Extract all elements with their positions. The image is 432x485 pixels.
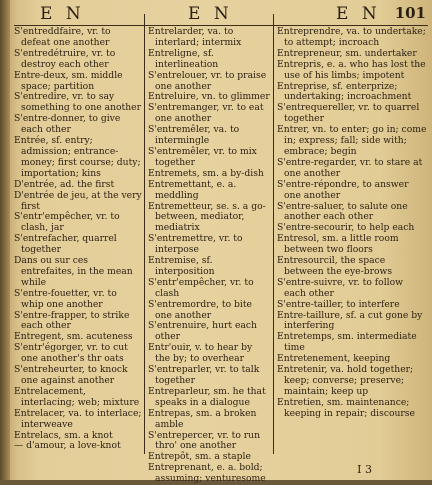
- dictionary-entry: Entretemps, sm. intermediate time: [277, 331, 417, 354]
- column-rule-2: [273, 14, 274, 454]
- dictionary-entry: S'entreheurter, to knock one against another: [14, 364, 128, 386]
- dictionary-entry: Entreprendre, va. to undertake; to attempt; incroach: [277, 26, 426, 48]
- dictionary-entry: Entretenir, va. hold together; keep; converse; preserve; maintain; keep up: [277, 364, 414, 397]
- dictionary-entry: S'entr'empêcher, vr. to clash: [148, 276, 254, 299]
- dictionary-entry: S'entre-fouetter, vr. to whip one another: [14, 287, 117, 310]
- header-left: E N: [40, 4, 85, 24]
- page-header: [0, 4, 432, 26]
- dictionary-entry: S'entreparler, vr. to talk together: [148, 364, 260, 386]
- column-2: [148, 26, 270, 485]
- dictionary-entry: Entrelacer, va. to interlace; interweave: [14, 407, 142, 430]
- dictionary-entry: Entremetteur, se. s. a go-between, mediator, mediatrix: [148, 200, 266, 234]
- dictionary-entry: S'entre-suivre, vr. to follow each other: [277, 276, 403, 299]
- dictionary-entry: Entrer, vn. to enter; go in; come in; express; fall; side with; embrace; begin: [277, 124, 427, 157]
- dictionary-entry: S'entremettre, vr. to interpose: [148, 233, 243, 256]
- dictionary-entry: Entreligne, sf. interlineation: [148, 47, 219, 70]
- header-right: E N: [336, 4, 381, 24]
- book-gutter: [0, 0, 10, 480]
- dictionary-entry: S'entrefacher, quarrel together: [14, 233, 117, 256]
- dictionary-entry: S'entrepercer, vr. to run thro' one another: [148, 429, 260, 452]
- dictionary-entry: S'entrequereller, vr. to quarrel together: [277, 102, 420, 125]
- dictionary-entry: Entrelarder, va. to interlard; intermix: [148, 26, 242, 48]
- dictionary-entry: Entremets, sm. a by-dish: [148, 167, 264, 179]
- dictionary-entry: S'entrelouer, vr. to praise one another: [148, 69, 267, 92]
- dictionary-entry: Entregent, sm. acuteness: [14, 331, 133, 343]
- dictionary-entry: Entresol, sm. a little room between two floors: [277, 233, 399, 256]
- dictionary-entry: Entreluire, vn. to glimmer: [148, 91, 270, 103]
- dictionary-entry: Entretien, sm. maintenance; keeping in repair; discourse: [277, 396, 415, 419]
- header-middle: E N: [188, 4, 233, 24]
- signature-mark: I 3: [357, 463, 372, 476]
- page-number: 101: [394, 4, 426, 22]
- dictionary-entry: Entrelacement, interlacing; web; mixture: [14, 385, 140, 408]
- column-1: [14, 27, 142, 477]
- dictionary-entry: Entremettant, e. a. meddling: [148, 178, 237, 201]
- dictionary-entry: S'entremordre, to bite one another: [148, 298, 252, 321]
- dictionary-entry: S'entr'égorger, vr. to cut one another's thr oats: [14, 342, 128, 365]
- dictionary-entry: Entreprenant, e. a. bold; assuming; venturesome: [148, 462, 266, 485]
- dictionary-entry: Entrepas, sm. a broken amble: [148, 407, 257, 430]
- dictionary-entry: Entre-taillure, sf. a cut gone by interfering: [277, 309, 423, 332]
- dictionary-entry: S'entre-répondre, to answer one another: [277, 178, 409, 201]
- dictionary-entry: S'entre-regarder, vr. to stare at one another: [277, 156, 423, 179]
- column-3: [277, 27, 427, 477]
- dictionary-entry: Entreparleur, sm. he that speaks in a dialogue: [148, 385, 266, 408]
- dictionary-entry: — d'amour, a love-knot: [14, 440, 121, 452]
- dictionary-entry: D'entrée, ad. the first: [14, 178, 115, 190]
- dictionary-entry: Entrepreneur, sm. undertaker: [277, 47, 417, 59]
- dictionary-entry: S'entremêler, vr. to mix together: [148, 145, 257, 168]
- dictionary-entry: Entrelacs, sm. a knot: [14, 429, 113, 441]
- dictionary-entry: D'entrée de jeu, at the very first: [14, 189, 142, 212]
- column-rule-1: [144, 14, 145, 454]
- dictionary-entry: Entr'ouir, v. to hear by the by; to overhear: [148, 342, 253, 365]
- dictionary-entry: Entretenement, keeping: [277, 353, 391, 365]
- dictionary-entry: Entre-deux, sm. middle space; partition: [14, 69, 123, 92]
- dictionary-entry: S'entre-saluer, to salute one another each other: [277, 200, 408, 223]
- dictionary-entry: Entrée, sf. entry; admission; entrance-money; first course; duty; importation; kins: [14, 135, 141, 179]
- dictionary-entry: Entrepris, e. a. who has lost the use of his limbs; impotent: [277, 58, 426, 81]
- dictionary-entry: S'entreddfaire, vr. to defeat one another: [14, 26, 111, 48]
- dictionary-entry: Entreprise, sf. enterprize; undertaking; incroachment: [277, 80, 412, 103]
- dictionary-entry: S'entremanger, vr. to eat one another: [148, 102, 264, 125]
- dictionary-entry: S'entremêler, va. to intermingle: [148, 124, 240, 147]
- dictionary-entry: S'entre-frapper, to strike each other: [14, 309, 130, 332]
- dictionary-entry: S'entrenuire, hurt each other: [148, 320, 257, 343]
- dictionary-entry: S'entr'empêcher, vr. to clash, jar: [14, 211, 120, 234]
- dictionary-entry: Entremise, sf. interposition: [148, 255, 215, 277]
- dictionary-entry: Entresourcil, the space between the eye-brows: [277, 255, 393, 277]
- dictionary-entry: Entrepôt, sm. a staple: [148, 451, 251, 463]
- dictionary-entry: S'entredétruire, vr. to destroy each other: [14, 47, 116, 70]
- dictionary-entry: S'entre-tailler, to interfere: [277, 298, 400, 310]
- dictionary-entry: S'entre-donner, to give each other: [14, 113, 121, 136]
- dictionary-entry: Dans ou sur ces entrefaites, in the mean while: [14, 255, 133, 288]
- dictionary-entry: S'entre-secourir, to help each: [277, 222, 415, 234]
- dictionary-entry: S'entredire, vr. to say something to one another: [14, 91, 141, 114]
